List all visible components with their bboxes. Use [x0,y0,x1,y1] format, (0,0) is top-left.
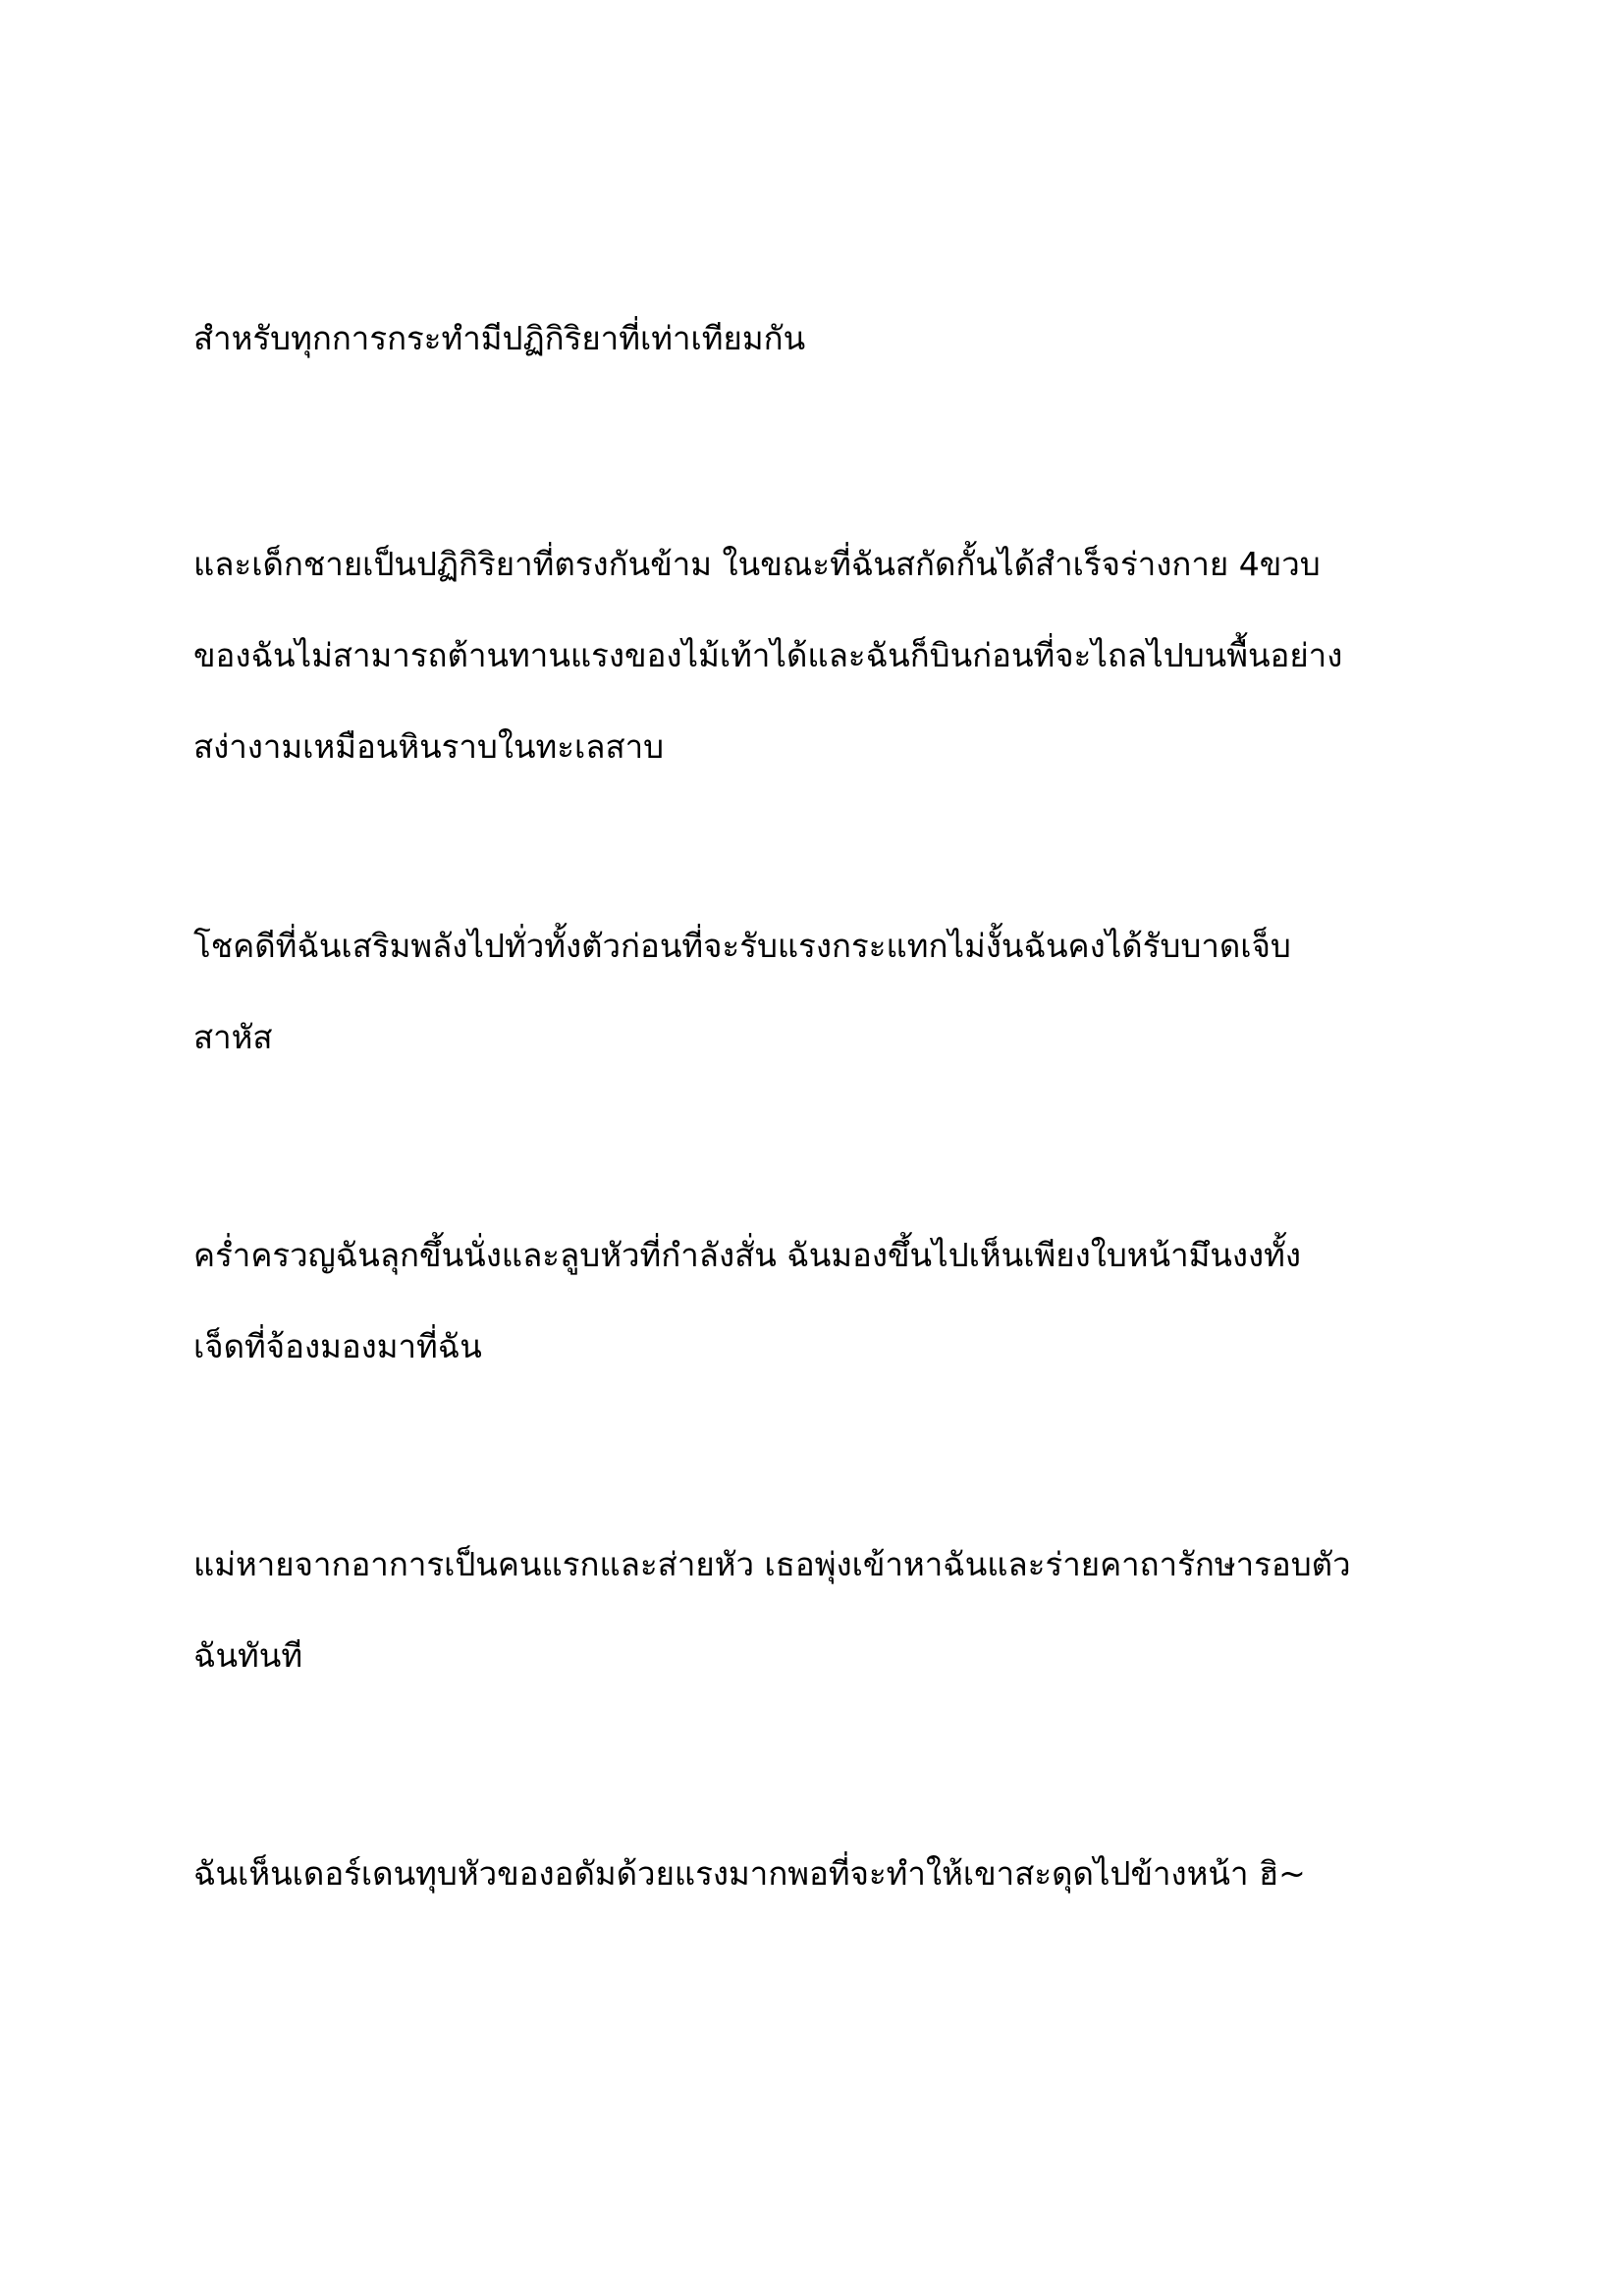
text-line: สง่างามเหมือนหินราบในทะเลสาบ [193,727,665,766]
text-line: ของฉันไม่สามารถต้านทานแรงของไม้เท้าได้และฉันก็บินก่อนที่จะไถลไปบนพื้นอย่าง [193,636,1343,674]
text-line: สำหรับทุกการกระทำมีปฏิกิริยาที่เท่าเทียมกัน [193,319,806,357]
paragraph-4 [193,1209,1470,1392]
text-line: และเด็กชายเป็นปฏิกิริยาที่ตรงกันข้าม ในขณะที่ฉันสกัดกั้นได้สำเร็จร่างกาย 4ขวบ [193,545,1321,583]
paragraph-1 [193,293,1470,384]
text-line: ฉันเห็นเดอร์เดนทุบหัวของอดัมด้วยแรงมากพอที่จะทำให้เขาสะดุดไปข้างหน้า ฮิ~ [193,1854,1306,1893]
text-line: คร่ำครวญฉันลุกขึ้นนั่งและลูบหัวที่กำลังสั่น ฉันมองขึ้นไปเห็นเพียงใบหน้ามึนงงทั้ง [193,1236,1302,1274]
text-line: ฉันทันที [193,1636,303,1675]
text-line: โชคดีที่ฉันเสริมพลังไปทั่วทั้งตัวก่อนที่จะรับแรงกระแทกไม่งั้นฉันคงได้รับบาดเจ็บ [193,927,1291,965]
paragraph-3 [193,900,1470,1083]
text-line: สาหัส [193,1018,273,1056]
text-line: เจ็ดที่จ้องมองมาที่ฉัน [193,1327,482,1365]
paragraph-6 [193,1828,1470,1919]
text-line: แม่หายจากอาการเป็นคนแรกและส่ายหัว เธอพุ่งเข้าหาฉันและร่ายคาถารักษารอบตัว [193,1545,1351,1583]
paragraph-2 [193,518,1470,792]
paragraph-5 [193,1519,1470,1701]
